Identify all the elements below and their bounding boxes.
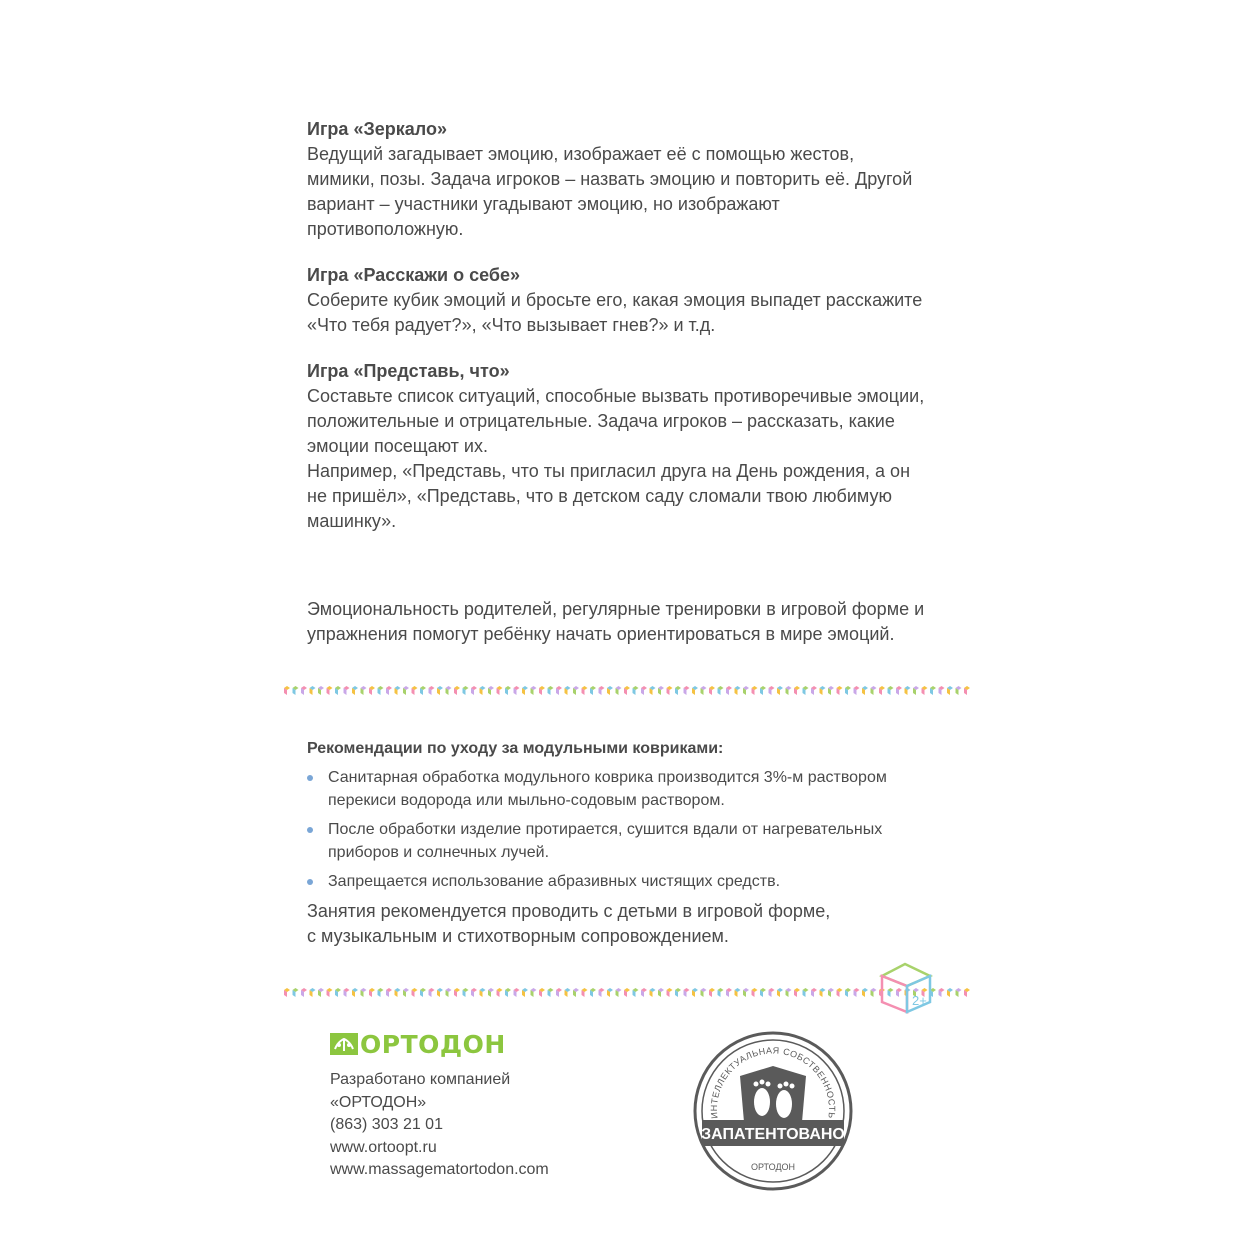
game-text-line: машинку». (307, 511, 397, 531)
bullet-icon (307, 879, 313, 885)
game-text-line: не пришёл», «Представь, что в детском саду сломали твою любимую (307, 486, 892, 506)
game-text-line: Составьте список ситуаций, способные вызвать противоречивые эмоции, (307, 386, 925, 406)
leaf-logo-icon (330, 1033, 358, 1055)
logo-text: ОРТОДОН (360, 1029, 506, 1059)
game-title: Игра «Представь, что» (307, 361, 510, 381)
game-tell-about-yourself (307, 263, 977, 338)
age-cube-icon (878, 962, 934, 1016)
developer-line: Разработано компанией (330, 1071, 511, 1088)
game-title: Игра «Расскажи о себе» (307, 265, 521, 285)
game-text-line: противоположную. (307, 219, 464, 239)
game-text-line: положительные и отрицательные. Задача игроков – рассказать, какие (307, 411, 895, 431)
list-item-line: После обработки изделие протирается, сушится вдали от нагревательных (328, 821, 883, 838)
game-text-line: мимики, позы. Задача игроков – назвать эмоцию и повторить её. Другой (307, 169, 913, 189)
game-imagine (307, 359, 977, 534)
game-mirror (307, 117, 977, 242)
list-item-line: Запрещается использование абразивных чистящих средств. (328, 873, 781, 890)
conclusion (307, 597, 977, 647)
game-text-line: Например, «Представь, что ты пригласил друга на День рождения, а он (307, 461, 911, 481)
stamp-bottom-text: ОРТОДОН (750, 1162, 796, 1172)
patent-stamp (692, 1030, 854, 1192)
list-item (307, 870, 977, 893)
care-note-line: Занятия рекомендуется проводить с детьми в игровой форме, (307, 901, 831, 921)
phone: (863) 303 21 01 (330, 1116, 443, 1133)
company-name: «ОРТОДОН» (330, 1093, 427, 1111)
conclusion-line: упражнения помогут ребёнку начать ориентироваться в мире эмоций. (307, 624, 895, 644)
list-item-line: Санитарная обработка модульного коврика производится 3%-м раствором (328, 769, 887, 786)
age-badge-text: 2+ (912, 993, 927, 1008)
game-title: Игра «Зеркало» (307, 119, 447, 139)
game-text-line: Ведущий загадывает эмоцию, изображает её с помощью жестов, (307, 144, 855, 164)
list-item (307, 818, 977, 864)
conclusion-line: Эмоциональность родителей, регулярные тренировки в игровой форме и (307, 599, 925, 619)
bullet-icon (307, 827, 313, 833)
list-item-line: перекиси водорода или мыльно-содовым раствором. (328, 792, 725, 809)
game-text-line: вариант – участники угадывают эмоцию, но изображают (307, 194, 780, 214)
website-link[interactable]: www.ortoopt.ru (330, 1138, 437, 1156)
list-item-line: приборов и солнечных лучей. (328, 844, 550, 861)
game-text-line: эмоции посещают их. (307, 436, 488, 456)
stamp-arc-text: ИНТЕЛЛЕКТУАЛЬНАЯ СОБСТВЕННОСТЬ (708, 1045, 838, 1120)
game-text-line: Соберите кубик эмоций и бросьте его, какая эмоция выпадет расскажите (307, 290, 923, 310)
bullet-icon (307, 775, 313, 781)
care-title: Рекомендации по уходу за модульными ковриками: (307, 740, 724, 757)
ortodon-logo (330, 1031, 506, 1057)
website-link[interactable]: www.massagematortodon.com (330, 1161, 549, 1178)
decorative-divider (282, 685, 972, 697)
decorative-divider (282, 987, 972, 999)
care-list (307, 766, 977, 893)
care-recommendations (307, 738, 977, 949)
contacts (330, 1069, 549, 1182)
game-text-line: «Что тебя радует?», «Что вызывает гнев?» и т.д. (307, 315, 716, 335)
care-note-line: с музыкальным и стихотворным сопровождением. (307, 926, 729, 946)
stamp-banner-text: ЗАПАТЕНТОВАНО (701, 1126, 845, 1143)
list-item (307, 766, 977, 812)
